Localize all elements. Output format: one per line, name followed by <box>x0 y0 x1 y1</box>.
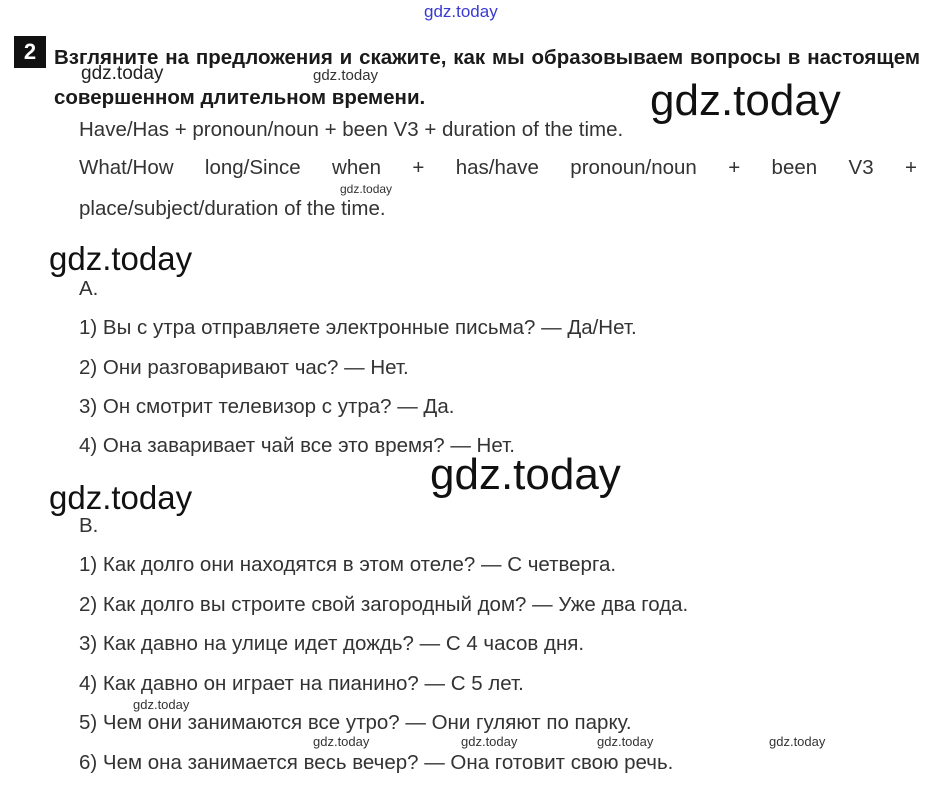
section-b-label: B. <box>79 514 99 537</box>
watermark: gdz.today <box>49 240 193 277</box>
watermark: gdz.today <box>133 697 190 712</box>
section-a-item-3: 3) Он смотрит телевизор с утра? — Да. <box>79 395 455 418</box>
watermark: gdz.today <box>461 734 518 749</box>
section-a-label: A. <box>79 277 99 300</box>
watermark: gdz.today <box>597 734 654 749</box>
formula-token: + <box>412 156 425 179</box>
formula-line-3: place/subject/duration of the time. <box>79 197 386 220</box>
formula-token: pronoun/noun <box>570 156 697 179</box>
formula-token: when <box>332 156 382 179</box>
formula-token: long/Since <box>204 156 301 179</box>
watermark: gdz.today <box>424 2 498 21</box>
formula-token: + <box>728 156 741 179</box>
formula-line-2 <box>79 156 917 180</box>
watermark: gdz.today <box>430 450 621 499</box>
section-b-item-6: 6) Чем она занимается весь вечер? — Она готовит свою речь. <box>79 751 674 774</box>
section-b-item-3: 3) Как давно на улице идет дождь? — С 4 часов дня. <box>79 632 585 655</box>
watermark: gdz.today <box>340 182 393 196</box>
watermark: gdz.today <box>49 479 193 516</box>
formula-line-1: Have/Has + pronoun/noun + been V3 + duration of the time. <box>79 118 624 141</box>
formula-token: been <box>771 156 818 179</box>
watermark: gdz.today <box>313 67 379 84</box>
section-a-item-2: 2) Они разговаривают час? — Нет. <box>79 356 409 379</box>
section-b-item-4: 4) Как давно он играет на пианино? — С 5 лет. <box>79 672 524 695</box>
formula-token: has/have <box>455 156 539 179</box>
formula-token: V3 <box>848 156 874 179</box>
formula-token: What/How <box>79 156 174 179</box>
section-b-item-1: 1) Как долго они находятся в этом отеле? — С четверга. <box>79 553 617 576</box>
watermark: gdz.today <box>650 76 841 125</box>
section-a-item-4: 4) Она заваривает чай все это время? — Нет. <box>79 434 515 457</box>
watermark: gdz.today <box>313 734 370 749</box>
exercise-number-badge: 2 <box>14 36 46 68</box>
section-b-item-5: 5) Чем они занимаются все утро? — Они гуляют по парку. <box>79 711 632 734</box>
formula-token: + <box>904 156 917 179</box>
section-b-item-2: 2) Как долго вы строите свой загородный дом? — Уже два года. <box>79 593 689 616</box>
exercise-instruction: Взгляните на предложения и скажите, как мы образовываем вопросы в настоящем совершенном длительном времени. <box>54 46 920 109</box>
watermark: gdz.today <box>81 63 164 84</box>
watermark: gdz.today <box>769 734 826 749</box>
section-a-item-1: 1) Вы с утра отправляете электронные письма? — Да/Нет. <box>79 316 637 339</box>
